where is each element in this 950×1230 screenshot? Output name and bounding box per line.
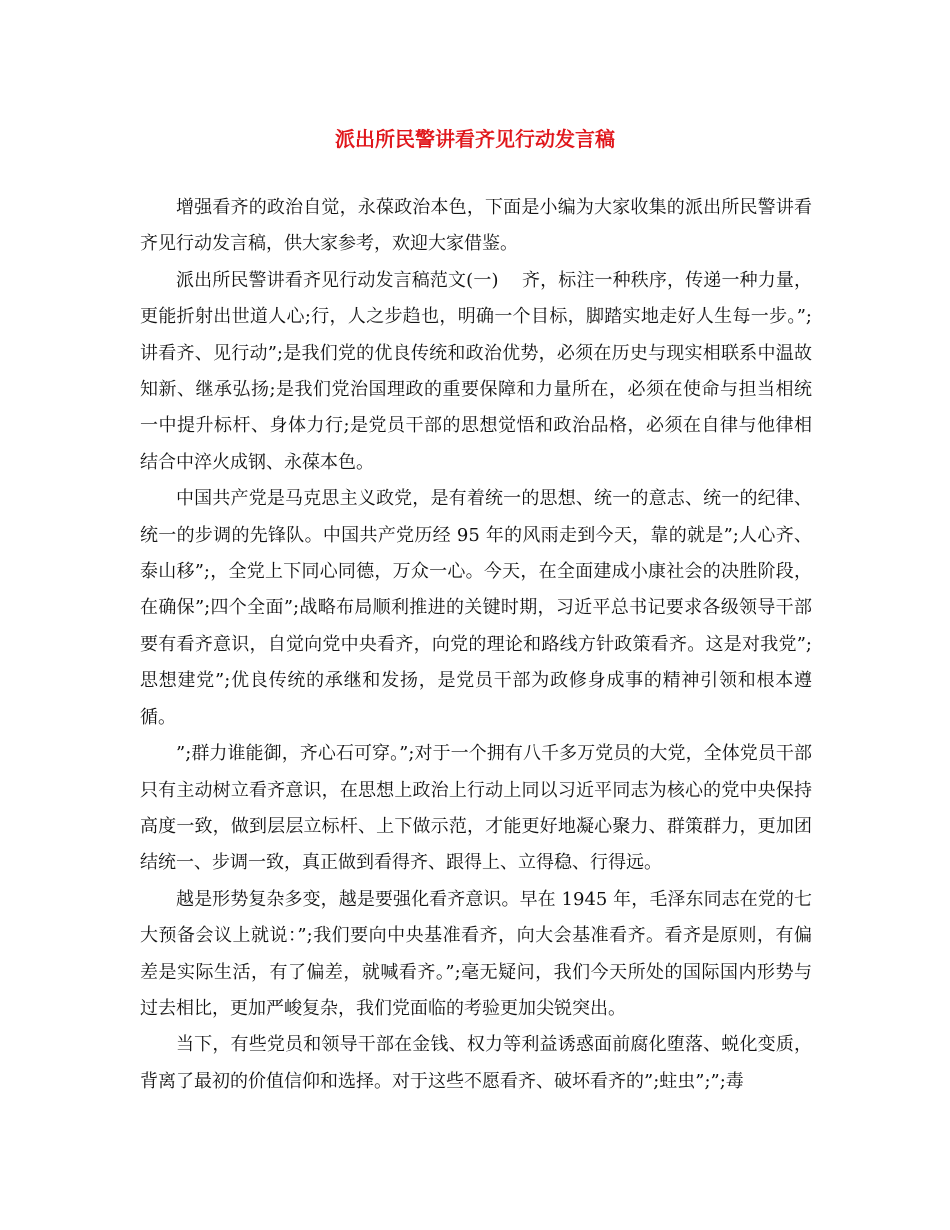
paragraph-intro: 增强看齐的政治自觉，永葆政治本色，下面是小编为大家收集的派出所民警讲看齐见行动发言稿，供大家参考，欢迎大家借鉴。 [140, 197, 812, 255]
document-body [140, 190, 812, 1100]
paragraph-current-issues: 当下，有些党员和领导干部在金钱、权力等利益诱惑面前腐化堕落、蜕化变质，背离了最初的价值信仰和选择。对于这些不愿看齐、破坏看齐的”;蛀虫”;”;毒 [140, 1034, 812, 1092]
paragraph-party-unity: 中国共产党是马克思主义政党，是有着统一的思想、统一的意志、统一的纪律、统一的步调的先锋队。中国共产党历经 95 年的风雨走到今天，靠的就是”;人心齐、泰山移”;，全党上下同心同德，万众一心。今天，在全面建成小康社会的决胜阶段，在确保”;四个全面”;战略布局顺利推进的关键时期，习近平总书记要求各级领导干部要有看齐意识，自觉向党中央看齐，向党的理论和路线方针政策看齐。这是对我党”;思想建党”;优良传统的承继和发扬，是党员干部为政修身成事的精神引领和根本遵循。 [140, 488, 812, 728]
paragraph-complex-situation: 越是形势复杂多变，越是要强化看齐意识。早在 1945 年，毛泽东同志在党的七大预备会议上就说：”;我们要向中央基准看齐，向大会基准看齐。看齐是原则，有偏差是实际生活，有了偏差，就喊看齐。”;毫无疑问，我们今天所处的国际国内形势与过去相比，更加严峻复杂，我们党面临的考验更加尖锐突出。 [140, 888, 812, 1019]
paragraph-collective-strength: ”;群力谁能御，齐心石可穿。”;对于一个拥有八千多万党员的大党，全体党员干部只有主动树立看齐意识，在思想上政治上行动上同以习近平同志为核心的党中央保持高度一致，做到层层立标杆、上下做示范，才能更好地凝心聚力、群策群力，更加团结统一、步调一致，真正做到看得齐、跟得上、立得稳、行得远。 [140, 743, 812, 874]
document-title: 派出所民警讲看齐见行动发言稿 [335, 127, 615, 151]
paragraph-sample-one: 派出所民警讲看齐见行动发言稿范文(一) 齐，标注一种秩序，传递一种力量，更能折射出世道人心;行，人之步趋也，明确一个目标，脚踏实地走好人生每一步。”;讲看齐、见行动”;是我们党的优良传统和政治优势，必须在历史与现实相联系中温故知新、继承弘扬;是我们党治国理政的重要保障和力量所在，必须在使命与担当相统一中提升标杆、身体力行;是党员干部的思想觉悟和政治品格，必须在自律与他律相结合中淬火成钢、永葆本色。 [140, 269, 812, 473]
